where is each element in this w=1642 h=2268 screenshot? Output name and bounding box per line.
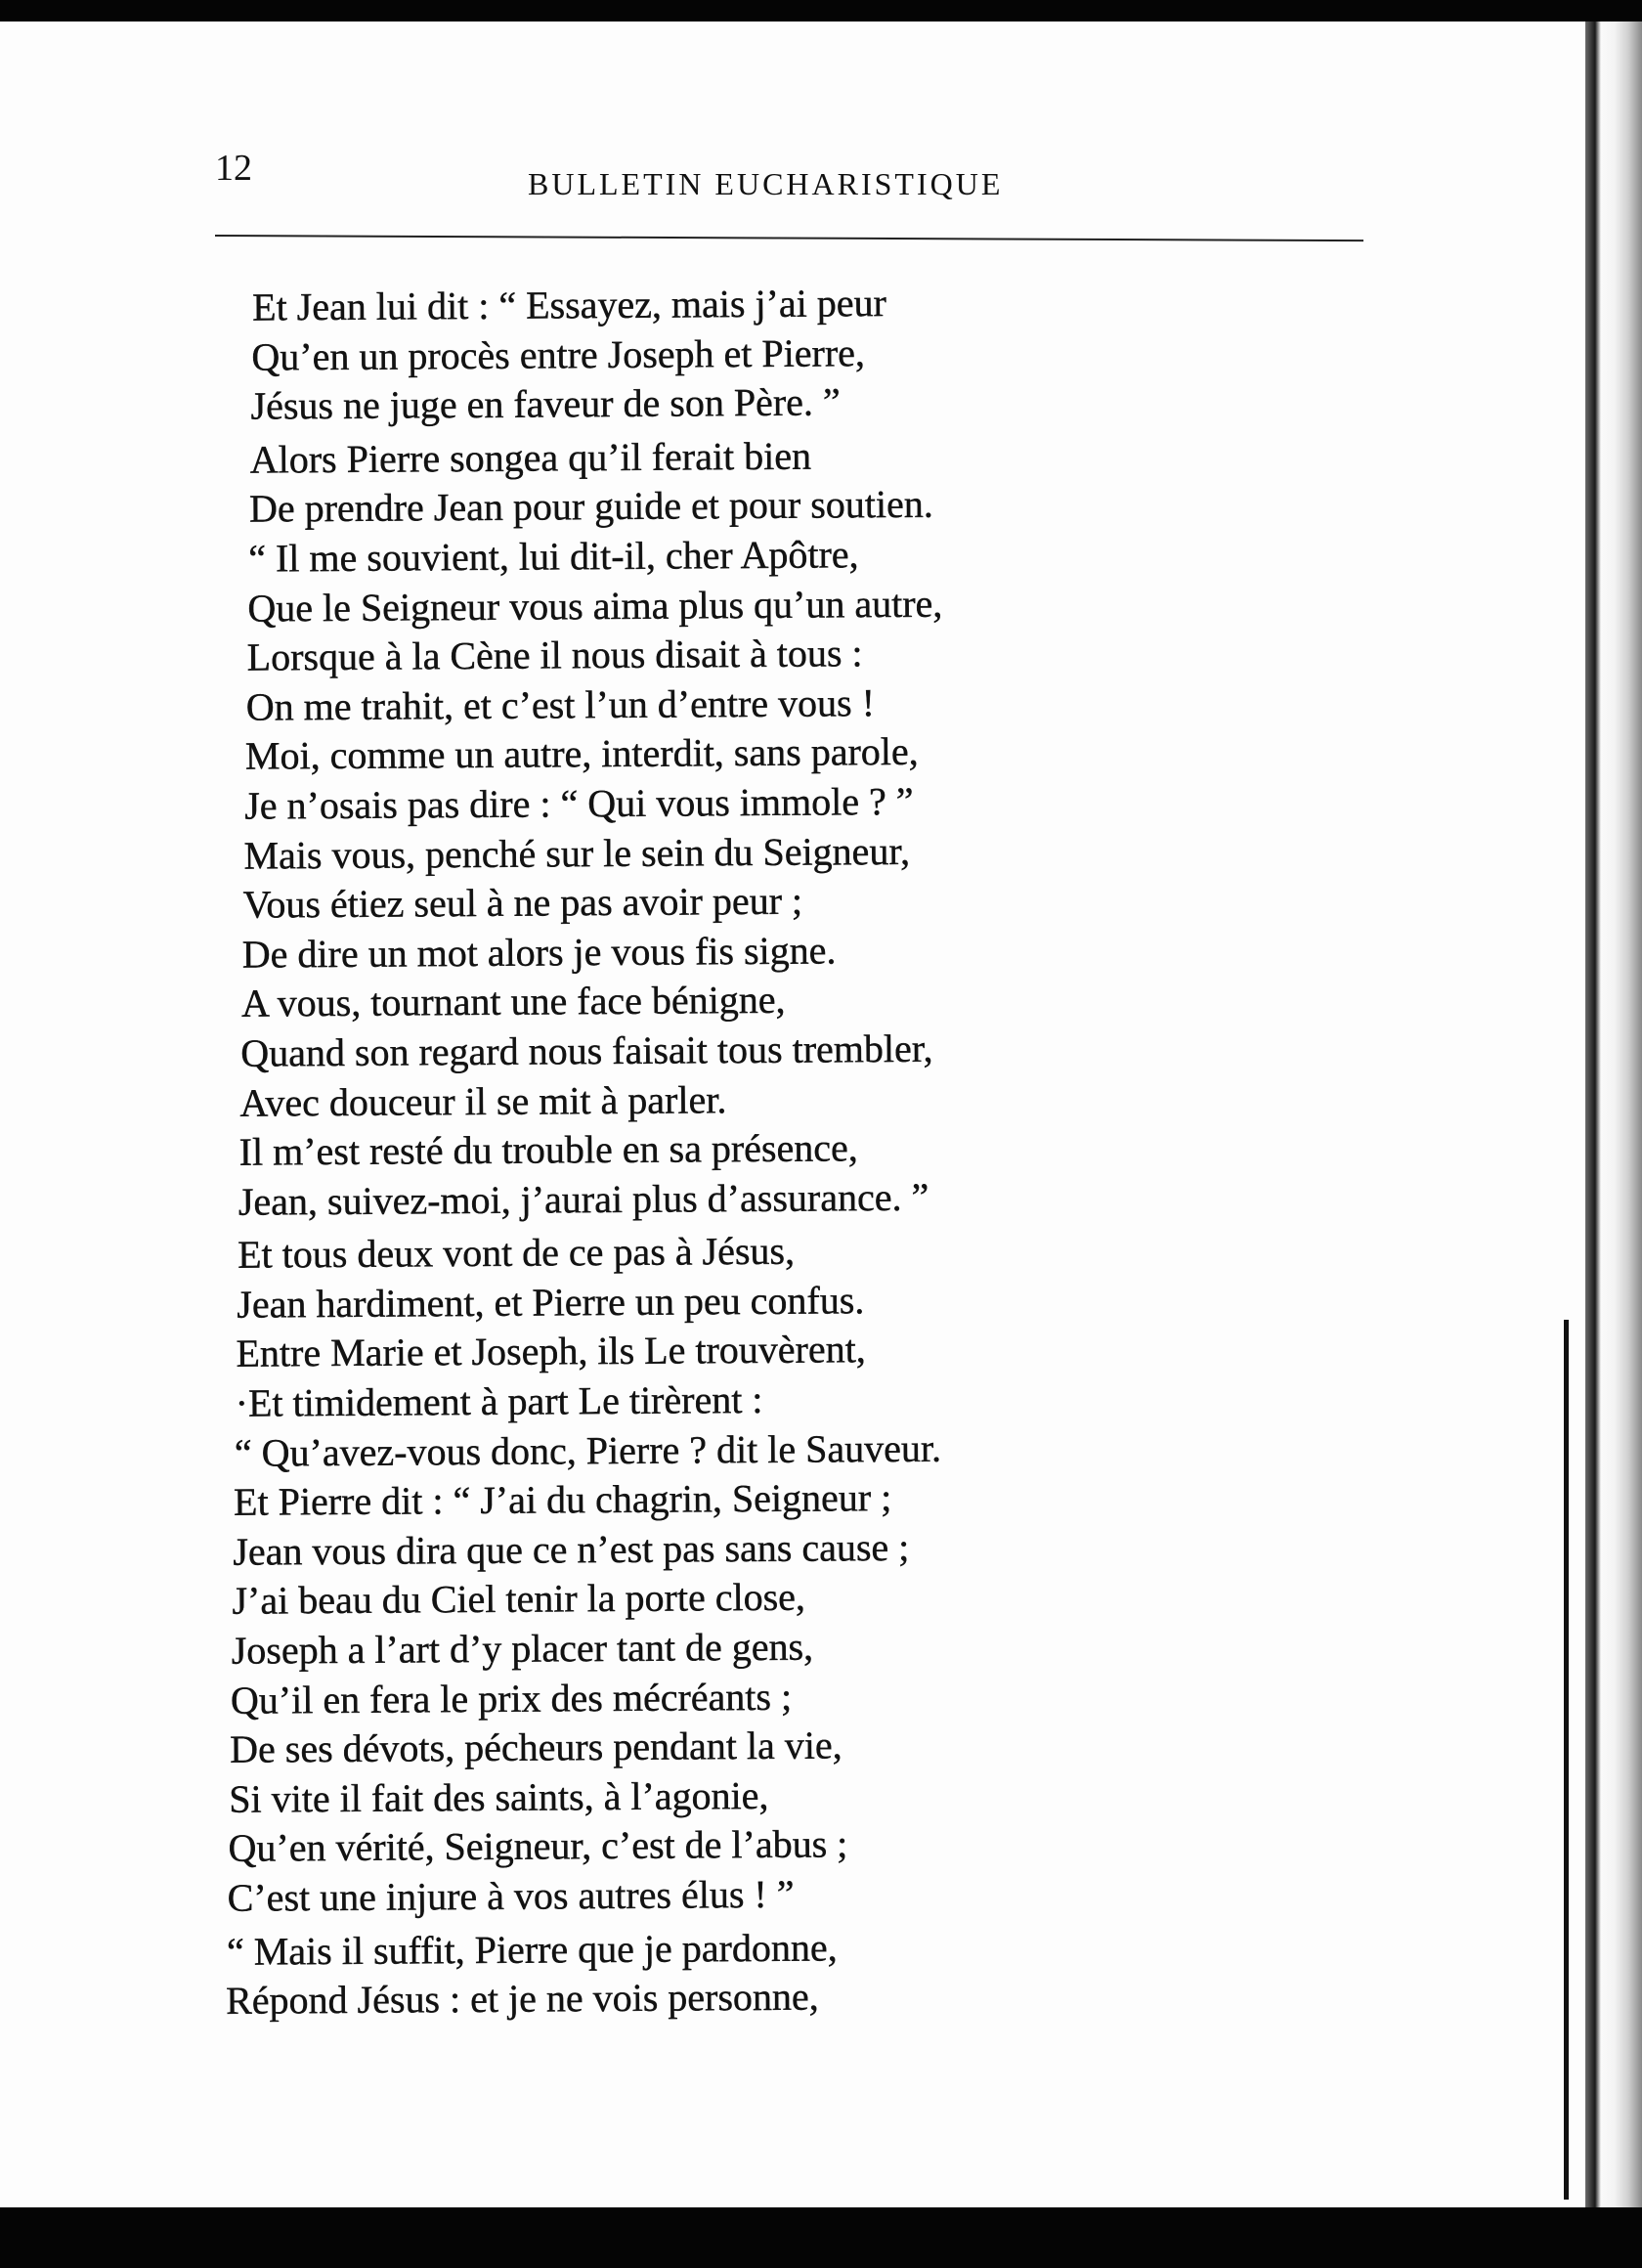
poem-line: C’est une injure à vos autres élus ! ”: [227, 1871, 795, 1920]
poem-line: Vous étiez seul à ne pas avoir peur ;: [242, 878, 803, 927]
poem-line: Si vite il fait des saints, à l’agonie,: [229, 1772, 769, 1821]
poem-line: Lorsque à la Cène il nous disait à tous :: [246, 631, 863, 679]
poem-line: Jean vous dira que ce n’est pas sans cause ;: [233, 1524, 910, 1574]
poem-line: Qu’en vérité, Seigneur, c’est de l’abus ;: [228, 1821, 848, 1871]
poem-line: Moi, comme un autre, interdit, sans parole,: [244, 729, 919, 778]
poem-line: Joseph a l’art d’y placer tant de gens,: [231, 1624, 814, 1673]
poem-line: A vous, tournant une face bénigne,: [240, 978, 786, 1026]
poem-line: Qu’il en fera le prix des mécréants ;: [230, 1674, 793, 1723]
poem-line: Qu’en un procès entre Joseph et Pierre,: [251, 329, 866, 379]
page-header: [215, 147, 1368, 205]
header-rule: [215, 235, 1363, 241]
scan-border-top: [0, 0, 1642, 22]
running-title: BULLETIN EUCHARISTIQUE: [528, 166, 1004, 201]
poem-line: Que le Seigneur vous aima plus qu’un autre,: [247, 581, 943, 631]
poem-line: Alors Pierre songea qu’il ferait bien: [249, 433, 812, 482]
poem-line: Avec douceur il se mit à parler.: [239, 1076, 727, 1125]
poem-line: Quand son regard nous faisait tous trembler,: [240, 1025, 933, 1075]
poem-line: Mais vous, penché sur le sein du Seigneur,: [243, 828, 911, 878]
poem-line: Et tous deux vont de ce pas à Jésus,: [237, 1229, 796, 1278]
poem-line: Je n’osais pas dire : “ Qui vous immole ? ”: [244, 778, 914, 828]
poem-line: Et Pierre dit : “ J’ai du chagrin, Seigneur ;: [233, 1475, 892, 1525]
poem-line: “ Il me souvient, lui dit-il, cher Apôtre,: [248, 532, 859, 581]
poem-text: [195, 275, 1478, 2027]
poem-line: “ Qu’avez-vous donc, Pierre ? dit le Sauveur.: [234, 1425, 942, 1475]
scan-border-right: [1585, 22, 1642, 2207]
poem-line: Il m’est resté du trouble en sa présence,: [238, 1125, 858, 1174]
poem-line: J’ai beau du Ciel tenir la porte close,: [232, 1575, 806, 1624]
poem-line: Jean hardiment, et Pierre un peu confus.: [237, 1278, 865, 1327]
poem-line: ·Et timidement à part Le tirèrent :: [235, 1377, 763, 1425]
poem-line: Jean, suivez-moi, j’aurai plus d’assurance. ”: [238, 1174, 929, 1224]
poem-line: On me trahit, et c’est l’un d’entre vous !: [245, 679, 876, 729]
poem-line: De dire un mot alors je vous fis signe.: [241, 928, 837, 977]
page-number: 12: [215, 148, 252, 189]
poem-line: De prendre Jean pour guide et pour soutien.: [248, 482, 933, 531]
page-edge-shadow: [1564, 1320, 1569, 2200]
poem-line: “ Mais il suffit, Pierre que je pardonne,: [226, 1925, 838, 1974]
poem-line: Répond Jésus : et je ne vois personne,: [225, 1974, 819, 2024]
poem-line: Et Jean lui dit : “ Essayez, mais j’ai peur: [252, 281, 887, 329]
poem-line: Entre Marie et Joseph, ils Le trouvèrent,: [236, 1327, 866, 1376]
poem-line: De ses dévots, pécheurs pendant la vie,: [229, 1723, 843, 1772]
poem-line: Jésus ne juge en faveur de son Père. ”: [250, 379, 841, 428]
scan-border-bottom: [0, 2207, 1642, 2268]
